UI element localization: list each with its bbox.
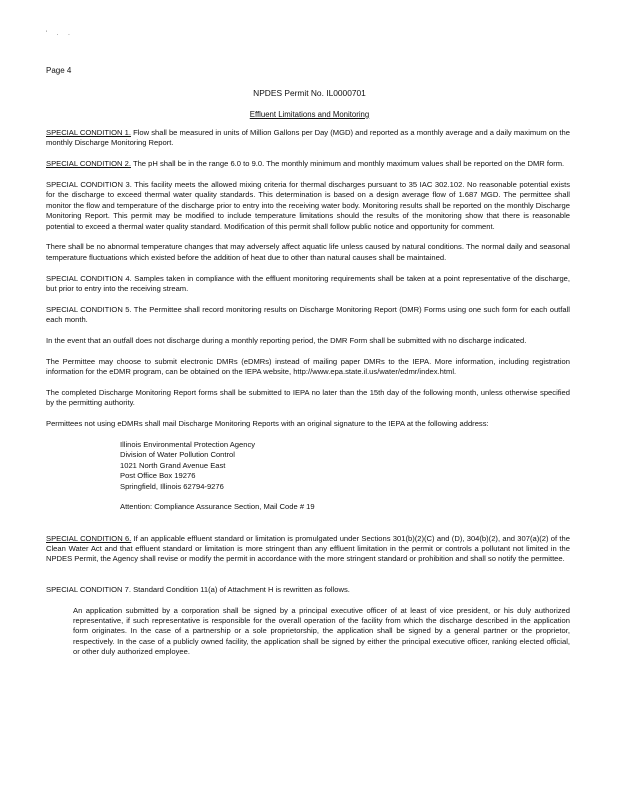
condition-text: The pH shall be in the range 6.0 to 9.0. The monthly minimum and monthly maximum values shall be reported on the DMR form. xyxy=(130,159,565,169)
condition-label: SPECIAL CONDITION 4. xyxy=(46,273,132,283)
attention-line: Attention: Compliance Assurance Section, Mail Code # 19 xyxy=(120,502,315,512)
permit-title: NPDES Permit No. IL0000701 xyxy=(253,88,366,98)
special-condition-3 xyxy=(46,180,570,232)
special-condition-5 xyxy=(46,305,570,326)
condition-text: Flow shall be measured in units of Million Gallons per Day (MGD) and reported as a monthly average and a daily maximum on the monthly Discharge Monitoring Report. xyxy=(46,128,570,148)
condition-label: SPECIAL CONDITION 1. xyxy=(46,128,131,137)
page-number: Page 4 xyxy=(46,66,72,75)
condition-text: Standard Condition 11(a) of Attachment H is rewritten as follows. xyxy=(130,584,350,594)
condition-label: SPECIAL CONDITION 3. xyxy=(46,180,132,189)
paragraph: Permittees not using eDMRs shall mail Discharge Monitoring Reports with an original signature to the IEPA at the following address: xyxy=(46,419,489,429)
condition-text: If an applicable effluent standard or limitation is promulgated under Sections 301(b)(2)(C) and (D), 304(b)(2), and 307(a)(2) of the Clean Water Act and that effluent standard or limitation is more stringent than any effluent limitation in the permit or controls a pollutant not limited in the NPDES Permit, the Agency shall revise or modify the permit in accordance with the more stringent standard or prohibition and shall so notify the permittee. xyxy=(46,533,570,564)
special-condition-6 xyxy=(46,534,570,565)
condition-label: SPECIAL CONDITION 6. xyxy=(46,533,132,543)
condition-text: Samples taken in compliance with the effluent monitoring requirements shall be taken at a point representative of the discharge, but prior to entry into the receiving stream. xyxy=(46,273,570,294)
condition-label: SPECIAL CONDITION 2. xyxy=(46,159,131,169)
document-body xyxy=(46,128,570,668)
address-line: 1021 North Grand Avenue East xyxy=(120,460,226,470)
condition-text: This facility meets the allowed mixing criteria for thermal discharges pursuant to 35 IAC 302.102. No reasonable potential exists for the discharge to exceed thermal water quality standards. This determination is based on a design average flow of 1.687 MGD. The permittee shall monitor the flow and temperature of the discharge prior to entry into the receiving water body. Monitoring results shall be reported on the monthly Discharge Monitoring Report. This permit may be modified to include temperature limitations should the results of the monitoring show that there is reasonable potential to exceed a thermal water quality standard. Modification of this permit shall follow public notice and opportunity for comment. xyxy=(46,180,570,231)
condition-label: SPECIAL CONDITION 7. xyxy=(46,584,131,594)
address-line: Springfield, Illinois 62794-9276 xyxy=(120,481,224,491)
special-condition-7 xyxy=(46,585,570,595)
paragraph: The completed Discharge Monitoring Report forms shall be submitted to IEPA no later than the 15th day of the following month, unless otherwise specified by the permitting authority. xyxy=(46,388,570,408)
address-line: Illinois Environmental Protection Agency xyxy=(120,440,256,450)
condition-label: SPECIAL CONDITION 5. xyxy=(46,304,132,314)
paragraph: An application submitted by a corporation shall be signed by a principal executive officer of at least of vice president, or his duly authorized representative, if such representative is responsible for the overall operation of the facility from which the discharge described in the application form originates. In the case of a partnership or a sole proprietorship, the application shall be signed by a general partner or the proprietor, respectively. In the case of a publicly owned facility, the application shall be signed by either the principal executive officer, ranking elected official, or other duly authorized employee. xyxy=(73,605,570,657)
address-line: Division of Water Pollution Control xyxy=(120,450,235,460)
section-subtitle: Effluent Limitations and Monitoring xyxy=(249,110,370,119)
paragraph: The Permittee may choose to submit electronic DMRs (eDMRs) instead of mailing paper DMRs to the IEPA. More information, including registration information for the eDMR program, can be obtained on the IEPA website, http://www.epa.state.il.us/water/edmr/index.html. xyxy=(46,356,570,377)
paragraph: In the event that an outfall does not discharge during a monthly reporting period, the DMR Form shall be submitted with no discharge indicated. xyxy=(46,336,527,346)
paragraph: There shall be no abnormal temperature changes that may adversely affect aquatic life unless caused by natural conditions. The normal daily and seasonal temperature fluctuations which existed before the addition of heat due to other than natural causes shall be maintained. xyxy=(46,242,570,262)
condition-text: The Permittee shall record monitoring results on Discharge Monitoring Report (DMR) Forms using one such form for each outfall each month. xyxy=(46,304,570,325)
special-condition-2 xyxy=(46,159,570,169)
special-condition-4 xyxy=(46,274,570,295)
top-marks: ' . . xyxy=(46,31,74,37)
address-line: Post Office Box 19276 xyxy=(120,471,196,481)
mailing-address xyxy=(120,440,570,492)
special-condition-1 xyxy=(46,128,570,149)
